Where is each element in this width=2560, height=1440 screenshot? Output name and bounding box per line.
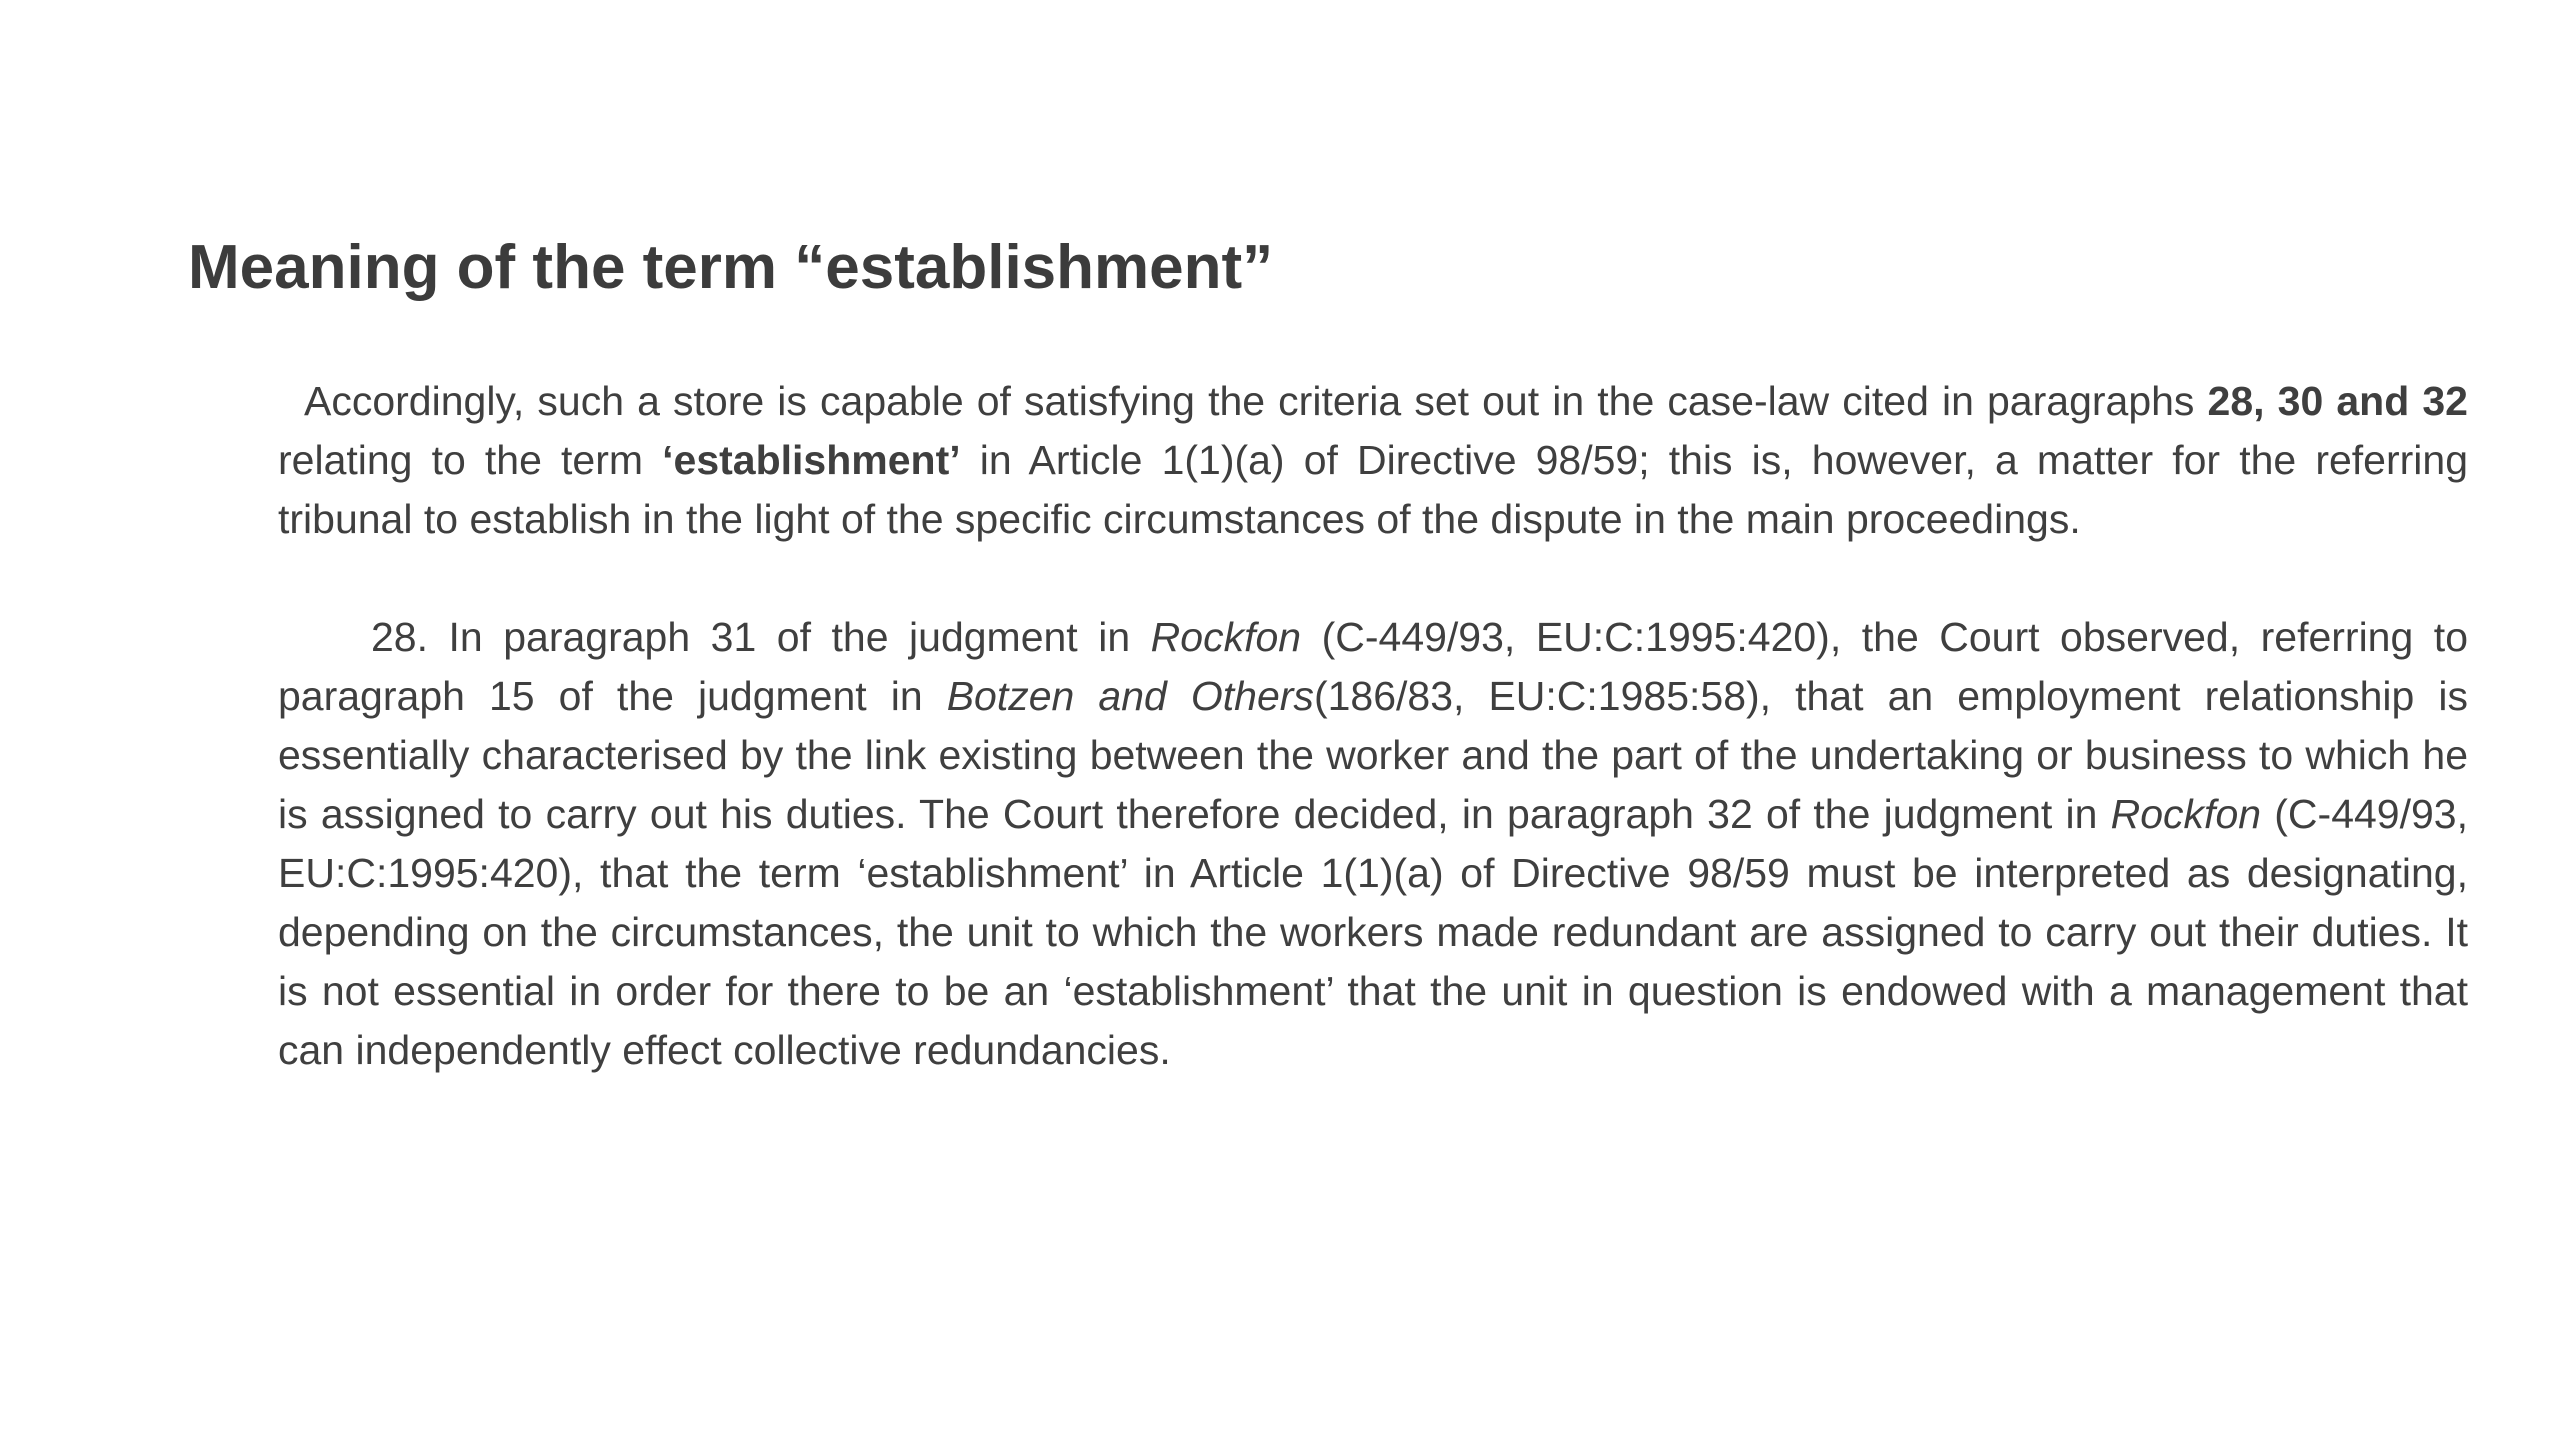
paragraph-accordingly — [278, 372, 2491, 549]
paragraph-28 — [278, 608, 2468, 1080]
paragraph-text: in Article 1(1)(a) of Directive 98/59; this is, however, a matter for the referring tribunal to establish in the light of the specific circumstances of the dispute in the main proceedings. — [278, 437, 2468, 542]
paragraph-text: relating to the term — [278, 378, 2491, 483]
paragraph-reference-bold: 28, 30 and 32 — [2207, 378, 2468, 424]
case-name-rockfon: Rockfon — [2110, 791, 2262, 837]
term-establishment-bold: ‘establishment’ — [662, 437, 961, 483]
paragraph-text: Accordingly, such a store is capable of satisfying the criteria set out in the case-law cited in paragraphs — [304, 378, 2208, 424]
case-name-rockfon: Rockfon — [1150, 614, 1302, 660]
paragraph-text: (C-449/93, EU:C:1995:420), that the term ‘establishment’ in Article 1(1)(a) of Directive 98/59 must be interpreted as designating, depending on the circumstances, the unit to which the workers made redundant are assigned to carry out their duties. It is not essential in order for there to be an ‘establishment’ that the unit in question is endowed with a management that can independently effect collective redundancies. — [278, 791, 2468, 1073]
document-body — [278, 372, 2491, 1080]
page-title: Meaning of the term “establishment” — [188, 233, 1274, 302]
paragraph-text: (C-449/93, EU:C:1995:420), the Court observed, referring to paragraph 15 of the judgment in — [278, 614, 2468, 719]
paragraph-text: 28. In paragraph 31 of the judgment in — [371, 614, 1151, 660]
case-name-botzen: Botzen and Others — [946, 673, 1314, 719]
paragraph-text: (186/83, EU:C:1985:58), that an employment relationship is essentially characterised by the link existing between the worker and the part of the undertaking or business to which he is assigned to carry out his duties. The Court therefore decided, in paragraph 32 of the judgment in — [278, 673, 2468, 837]
